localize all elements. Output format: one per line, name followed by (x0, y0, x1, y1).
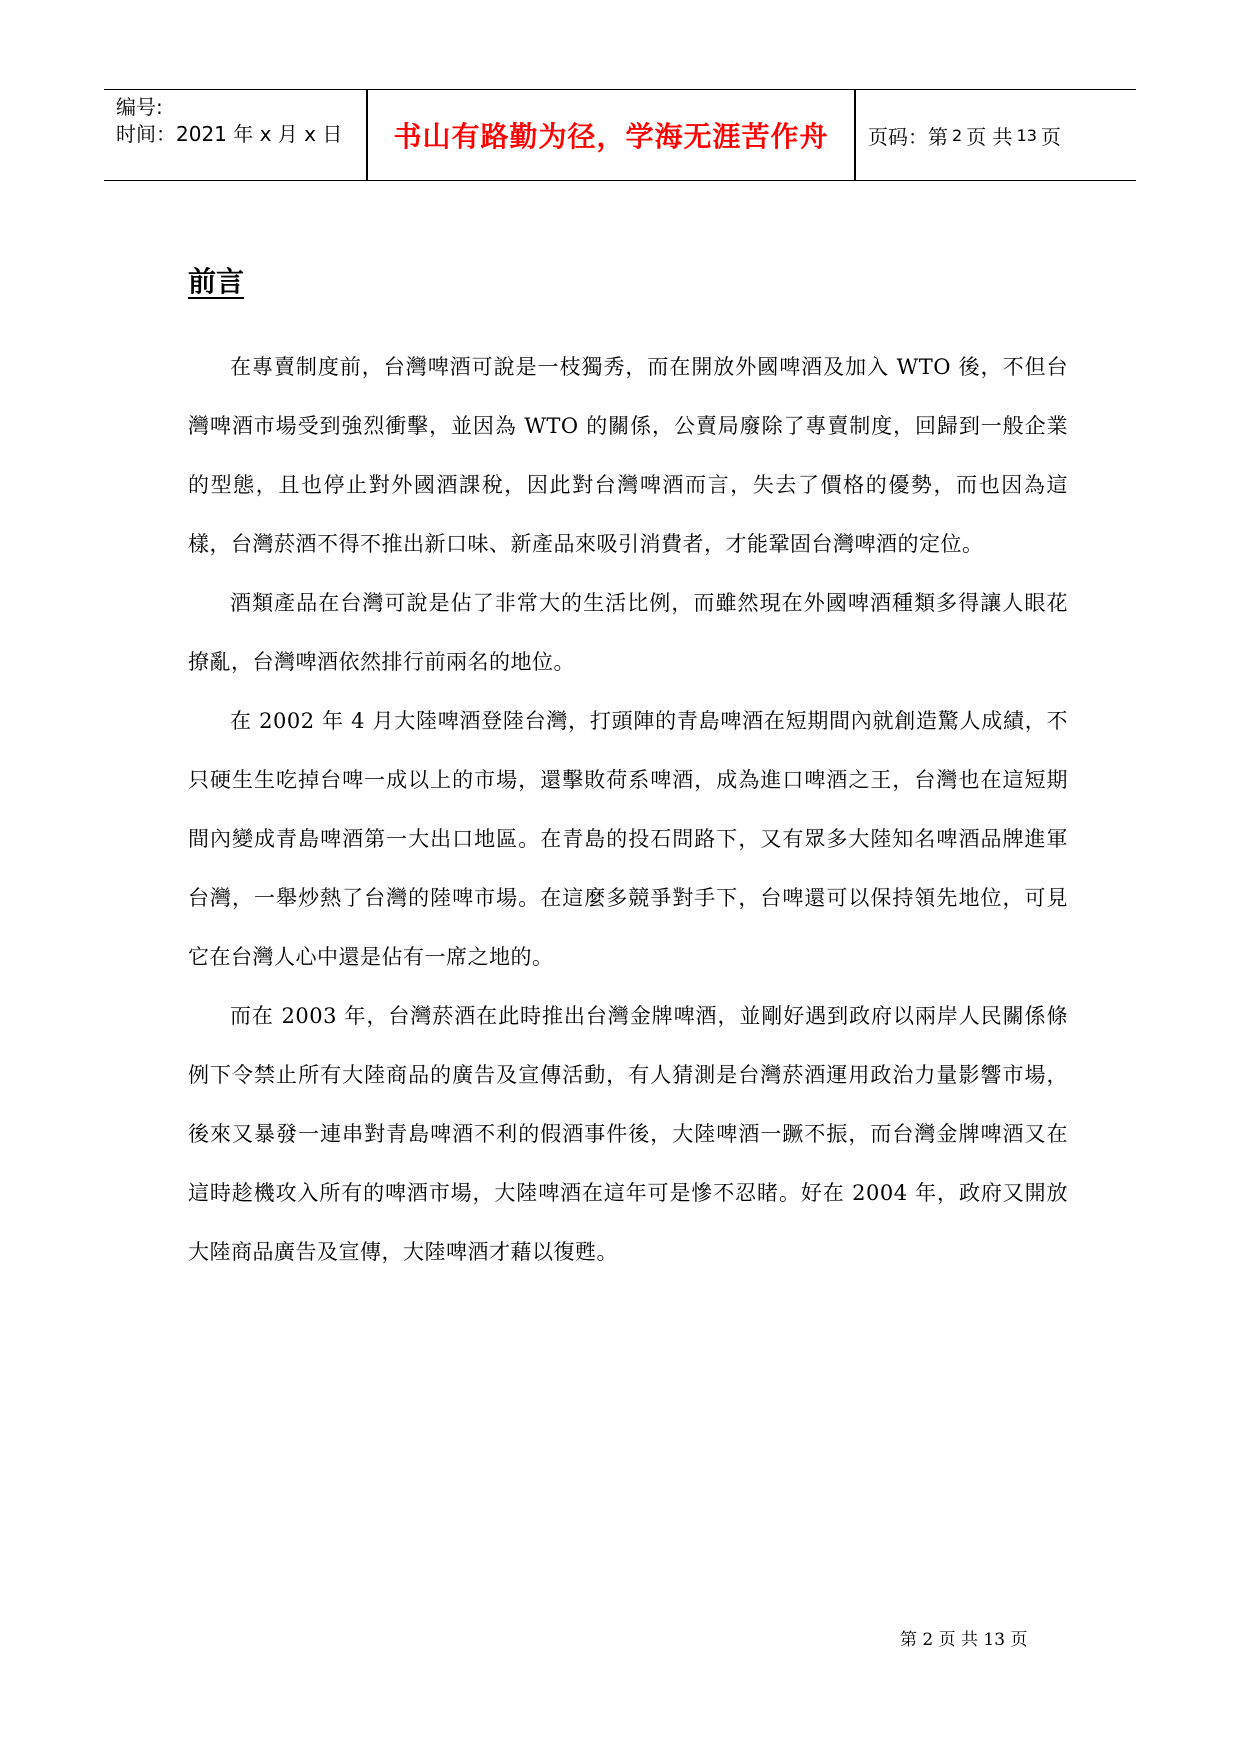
header-divider-right (854, 90, 856, 180)
document-title: 前言 (188, 265, 245, 298)
page-prefix: 页码：第 (868, 124, 948, 149)
header-meta (116, 94, 342, 148)
paragraph: 在專賣制度前，台灣啤酒可說是一枝獨秀，而在開放外國啤酒及加入 WTO 後，不但台灣啤酒市場受到強烈衝擊，並因為 WTO 的關係，公賣局廢除了專賣制度，回歸到一般企業的型態，且也停止對外國酒課稅，因此對台灣啤酒而言，失去了價格的優勢，而也因為這樣，台灣菸酒不得不推出新口味、新產品來吸引消費者，才能鞏固台灣啤酒的定位。 (188, 355, 1068, 556)
document-id-label: 编号: (116, 95, 163, 119)
paragraph: 在 2002 年 4 月大陸啤酒登陸台灣，打頭陣的青島啤酒在短期間內就創造驚人成績，不只硬生生吃掉台啤一成以上的市場，還擊敗荷系啤酒，成為進口啤酒之王，台灣也在這短期間內變成青島啤酒第一大出口地區。在青島的投石問路下，又有眾多大陸知名啤酒品牌進軍台灣，一舉炒熱了台灣的陸啤市場。在這麼多競爭對手下，台啤還可以保持領先地位，可見它在台灣人心中還是佔有一席之地的。 (188, 709, 1068, 969)
page-number: 2 (952, 125, 963, 145)
page-mid: 页 共 (966, 124, 1013, 149)
paragraph: 而在 2003 年，台灣菸酒在此時推出台灣金牌啤酒，並剛好遇到政府以兩岸人民關係條例下令禁止所有大陸商品的廣告及宣傳活動，有人猜測是台灣菸酒運用政治力量影響市場，後來又暴發一連串對青島啤酒不利的假酒事件後，大陸啤酒一蹶不振，而台灣金牌啤酒又在這時趁機攻入所有的啤酒市場，大陸啤酒在這年可是慘不忍睹。好在 2004 年，政府又開放大陸商品廣告及宣傳，大陸啤酒才藉以復甦。 (188, 1004, 1068, 1264)
page-header (104, 89, 1136, 181)
header-motto: 书山有路勤为径，学海无涯苦作舟 (393, 120, 829, 153)
header-page-indicator (868, 90, 1061, 180)
paragraph: 酒類產品在台灣可說是佔了非常大的生活比例，而雖然現在外國啤酒種類多得讓人眼花撩亂，台灣啤酒依然排行前兩名的地位。 (188, 591, 1068, 674)
page-total: 13 (1016, 125, 1037, 145)
document-time-label: 时间：2021 年 x 月 x 日 (116, 122, 343, 146)
page-footer: 第 2 页 共 13 页 (900, 1630, 1028, 1650)
document-body (188, 338, 1068, 1282)
page-suffix: 页 (1040, 124, 1061, 149)
